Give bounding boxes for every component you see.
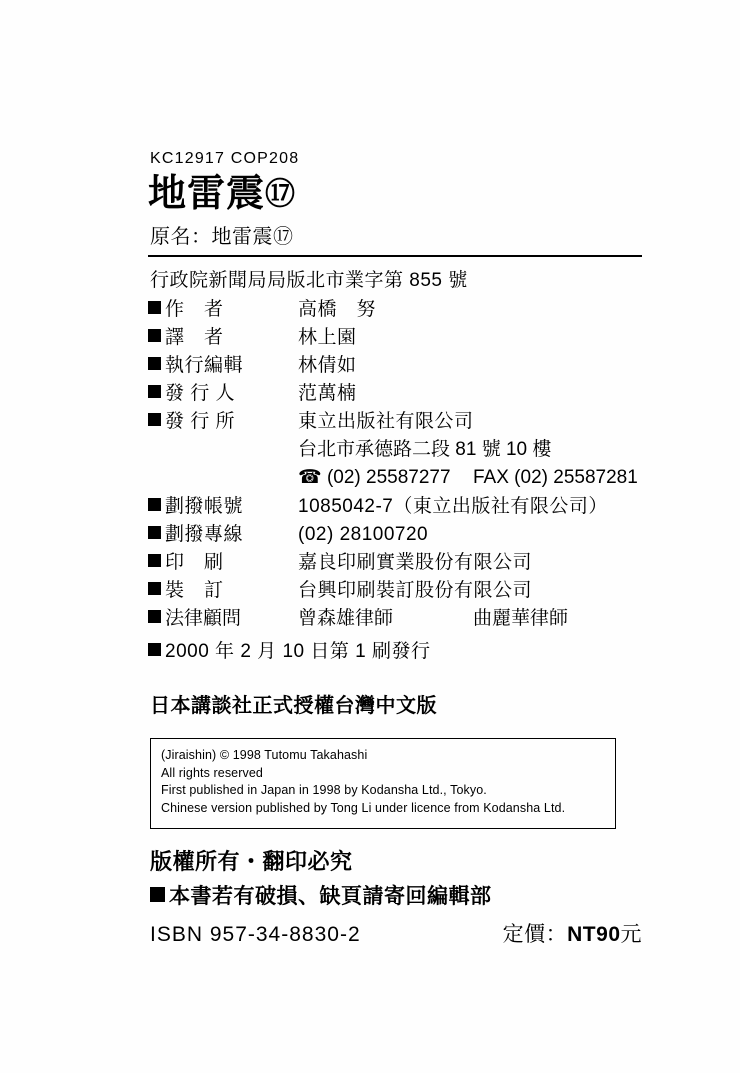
isbn-price-row xyxy=(150,918,642,948)
license-statement: 日本講談社正式授權台灣中文版 xyxy=(150,694,437,717)
printing-row xyxy=(148,549,648,577)
square-bullet-icon xyxy=(148,329,161,342)
square-bullet-icon xyxy=(148,498,161,511)
postal-account-row xyxy=(148,493,648,521)
edition-date: 2000 年 2 月 10 日第 1 刷發行 xyxy=(165,640,431,662)
catalog-code: KC12917 COP208 xyxy=(150,150,300,167)
credit-label: 發 行 所 xyxy=(148,408,298,436)
credit-label: 譯 者 xyxy=(148,324,298,352)
square-bullet-icon xyxy=(148,301,161,314)
page-title xyxy=(148,174,648,216)
binding-value: 台興印刷裝訂股份有限公司 xyxy=(298,580,533,602)
rights-line-4: Chinese version published by Tong Li under licence from Kodansha Ltd. xyxy=(161,801,566,816)
price xyxy=(503,918,642,948)
legal-label: 法律顧問 xyxy=(148,605,298,634)
rights-line-1: (Jiraishin) © 1998 Tutomu Takahashi xyxy=(161,747,368,762)
credit-value: 林上園 xyxy=(298,326,357,348)
rights-box xyxy=(150,738,616,829)
original-title-volume: ⑰ xyxy=(273,225,294,248)
defect-notice-row xyxy=(150,880,648,910)
credit-value: 范萬楠 xyxy=(298,383,357,405)
square-bullet-icon xyxy=(148,357,161,370)
price-label: 定價： xyxy=(502,922,568,946)
postal-hotline-row xyxy=(148,521,648,549)
credit-value: 高橋 努 xyxy=(298,298,377,320)
publisher-phone: ☎ (02) 25587277 xyxy=(298,467,451,489)
title-text: 地雷震 xyxy=(148,173,266,215)
legal-value-1: 曾森雄律師 xyxy=(298,608,394,630)
square-bullet-icon xyxy=(148,582,161,595)
square-bullet-icon xyxy=(148,554,161,567)
spacer xyxy=(148,436,298,464)
government-registration: 行政院新聞局局版北市業字第 855 號 xyxy=(150,269,468,291)
rights-line-2: All rights reserved xyxy=(161,765,263,780)
credits-list xyxy=(148,296,648,663)
original-title-label: 原名：地雷震 xyxy=(150,225,273,248)
square-bullet-icon xyxy=(148,643,161,656)
credit-label: 發 行 人 xyxy=(148,380,298,408)
credit-row-publisher xyxy=(148,408,648,436)
square-bullet-icon xyxy=(148,610,161,623)
publisher-contact-row xyxy=(148,464,648,493)
divider xyxy=(148,255,642,257)
price-value: NT90 xyxy=(567,922,621,946)
copyright-reserved: 版權所有・翻印必究 xyxy=(150,848,353,874)
colophon-block xyxy=(148,150,648,948)
credit-row-publisher-person xyxy=(148,380,648,408)
postal-account-value: 1085042-7（東立出版社有限公司） xyxy=(298,495,608,517)
spacer xyxy=(148,464,298,493)
legal-row xyxy=(148,605,648,634)
binding-label: 裝 訂 xyxy=(148,577,298,605)
legal-value-2: 曲麗華律師 xyxy=(473,608,569,630)
credit-value: 東立出版社有限公司 xyxy=(298,411,474,433)
credit-label: 執行編輯 xyxy=(148,352,298,380)
square-bullet-icon xyxy=(148,385,161,398)
postal-hotline-value: (02) 28100720 xyxy=(298,524,429,546)
publisher-address: 台北市承德路二段 81 號 10 樓 xyxy=(298,439,552,461)
postal-account-label: 劃撥帳號 xyxy=(148,493,298,521)
credit-label: 作 者 xyxy=(148,296,298,324)
postal-hotline-label: 劃撥專線 xyxy=(148,521,298,549)
rights-line-3: First published in Japan in 1998 by Kodansha Ltd., Tokyo. xyxy=(161,783,487,798)
square-bullet-icon xyxy=(148,413,161,426)
publisher-fax: FAX (02) 25587281 xyxy=(473,467,638,489)
square-bullet-icon xyxy=(150,887,165,902)
isbn: ISBN 957-34-8830-2 xyxy=(150,922,361,946)
square-bullet-icon xyxy=(148,526,161,539)
title-volume: ⑰ xyxy=(265,178,297,211)
credit-row-translator xyxy=(148,324,648,352)
printing-label: 印 刷 xyxy=(148,549,298,577)
printing-value: 嘉良印刷實業股份有限公司 xyxy=(298,552,533,574)
defect-notice: 本書若有破損、缺頁請寄回編輯部 xyxy=(169,884,492,908)
publisher-address-row xyxy=(148,436,648,464)
credit-row-editor xyxy=(148,352,648,380)
credit-value: 林倩如 xyxy=(298,355,357,377)
edition-date-row xyxy=(148,636,648,663)
binding-row xyxy=(148,577,648,605)
price-unit: 元 xyxy=(620,922,642,946)
credit-row-author xyxy=(148,296,648,324)
original-title xyxy=(150,220,648,249)
